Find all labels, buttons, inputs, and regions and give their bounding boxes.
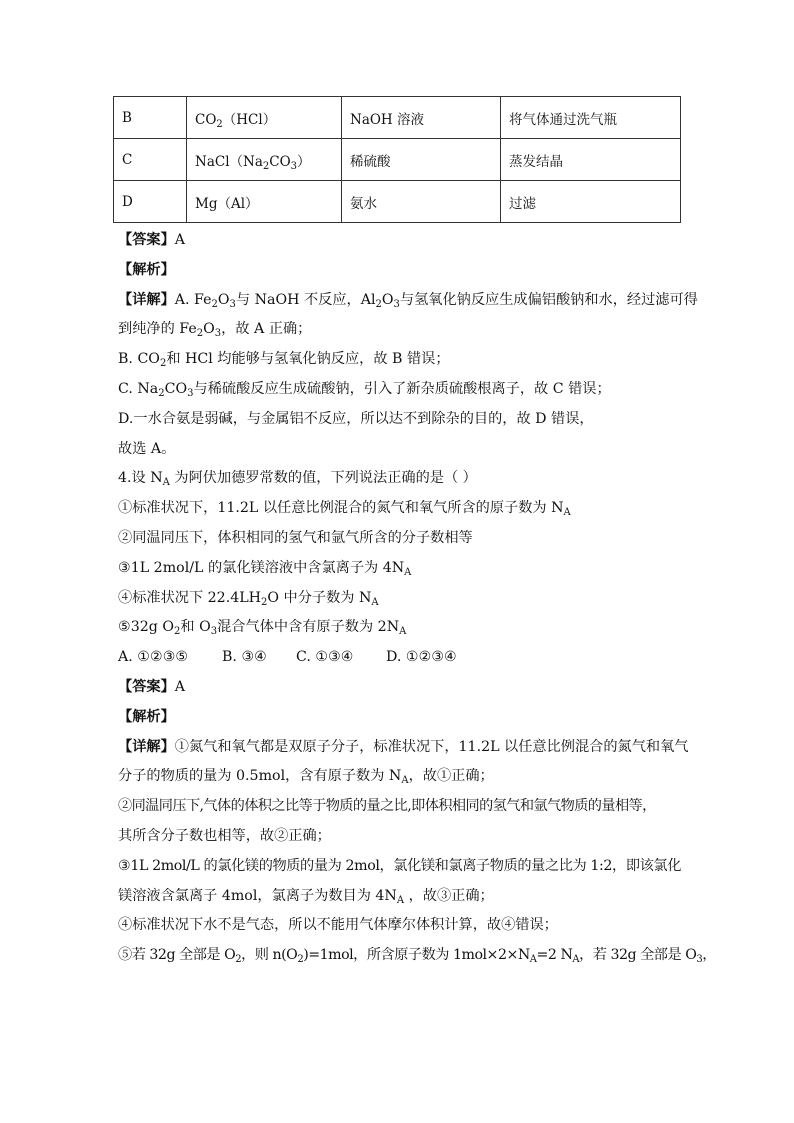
table-row — [114, 97, 681, 139]
q4-answer-line — [118, 673, 683, 703]
method-cell: 过滤 — [501, 181, 681, 223]
table-row — [114, 139, 681, 181]
q3-answer-line — [118, 226, 683, 256]
q4-item-5: ⑤32g $O_2$和 $O_3$混合气体中含有原子数为 $2N_A$ — [118, 619, 407, 638]
choice-a: A. ①②③⑤ — [118, 649, 189, 666]
q4-line-6: ④标准状况下水不是气态，所以不能用气体摩尔体积计算，故④错误； — [118, 917, 558, 934]
q4-line-4: ③1L 2mol/L 的氯化镁的物质的量为 2mol，氯化镁和氯离子物质的量之比为 1:2，即该氯化 — [118, 857, 681, 874]
q4-detail-line — [118, 733, 689, 763]
document-body — [118, 226, 716, 971]
answer-tag: 【答案】 — [118, 678, 175, 695]
q3-line-4: D.一水合氨是弱碱，与金属铝不反应，所以达不到除杂的目的，故 D 错误， — [118, 410, 594, 427]
row-label: D — [114, 181, 187, 223]
q4-line-1: 分子的物质的量为 0.5mol，含有原子数为 $N_A$，故①正确； — [118, 768, 494, 787]
q3-detail-line — [118, 286, 698, 316]
impurity-cell: $CO_2(HCl)$ — [187, 97, 342, 139]
detail-tag: 【详解】 — [118, 738, 175, 755]
q4-analysis-heading: 【解析】 — [118, 708, 175, 725]
q3-line-5: 故选 A。 — [118, 440, 176, 457]
reagent-cell: NaOH 溶液 — [342, 97, 501, 139]
q3-analysis-heading: 【解析】 — [118, 261, 175, 278]
q3-line-2: B. $CO_2$和 HCl 均能够与氢氧化钠反应，故 B 错误； — [118, 351, 450, 370]
choice-c: C. ①③④ — [296, 649, 354, 666]
q3-line-1: 到纯净的 $Fe_2O_3$，故 A 正确； — [118, 321, 312, 340]
q3-line-0: A. $Fe_2O_3$与 NaOH 不反应，$Al_2O_3$与氢氧化钠反应生成偏铝酸钠和水，经过滤可得 — [174, 291, 698, 310]
impurity-cell: Mg（Al） — [187, 181, 342, 223]
table-row — [114, 181, 681, 223]
q4-line-7: ⑤若 32g 全部是 $O_2$，则 $n(O_2)=1mol$，所含原子数为 $1mol\times 2\times N_A=2$ $N_A$，若 32g 全部是 $O_3$， — [118, 947, 716, 966]
q4-line-3: 其所含分子数也相等，故②正确； — [118, 827, 331, 844]
row-label: C — [114, 139, 187, 181]
q4-stem: 4.设 $N_A$ 为阿伏加德罗常数的值，下列说法正确的是（ ） — [118, 470, 477, 489]
q4-item-4: ④标准状况下 $22.4LH_2O$ 中分子数为 $N_A$ — [118, 589, 379, 608]
impurity-cell: $NaCl(Na_2CO_3)$ — [187, 139, 342, 181]
options-table — [113, 96, 681, 223]
q4-item-3: ③1L 2mol/L 的氯化镁溶液中含氯离子为 $4N_A$ — [118, 559, 412, 578]
answer-tag: 【答案】 — [118, 232, 175, 248]
detail-tag: 【详解】 — [118, 291, 175, 308]
answer-value: A — [174, 678, 186, 695]
method-cell: 将气体通过洗气瓶 — [501, 97, 681, 139]
reagent-cell: 氨水 — [342, 181, 501, 223]
choice-d: D. ①②③④ — [386, 649, 457, 666]
row-label: B — [114, 97, 187, 139]
q4-item-2: ②同温同压下，体积相同的氢气和氩气所含的分子数相等 — [118, 529, 473, 546]
reagent-cell: 稀硫酸 — [342, 139, 501, 181]
q4-line-5: 镁溶液含氯离子 4mol，氯离子为数目为 $4N_A$ ，故③正确； — [118, 887, 494, 906]
q4-line-2: ②同温同压下,气体的体积之比等于物质的量之比,即体积相同的氢气和氩气物质的量相等， — [118, 798, 656, 815]
q4-item-1: ①标准状况下，11.2L 以任意比例混合的氮气和氧气所含的原子数为 $N_A$ — [118, 500, 571, 519]
choice-b: B. ③④ — [222, 649, 267, 666]
answer-value: A — [174, 232, 186, 248]
q4-choices — [118, 643, 683, 673]
q3-line-3: C. $Na_2CO_3$与稀硫酸反应生成硫酸钠，引入了新杂质硫酸根离子，故 C 错误； — [118, 380, 611, 399]
method-cell: 蒸发结晶 — [501, 139, 681, 181]
q4-line-0: ①氮气和氧气都是双原子分子，标准状况下，11.2L 以任意比例混合的氮气和氧气 — [174, 738, 689, 755]
